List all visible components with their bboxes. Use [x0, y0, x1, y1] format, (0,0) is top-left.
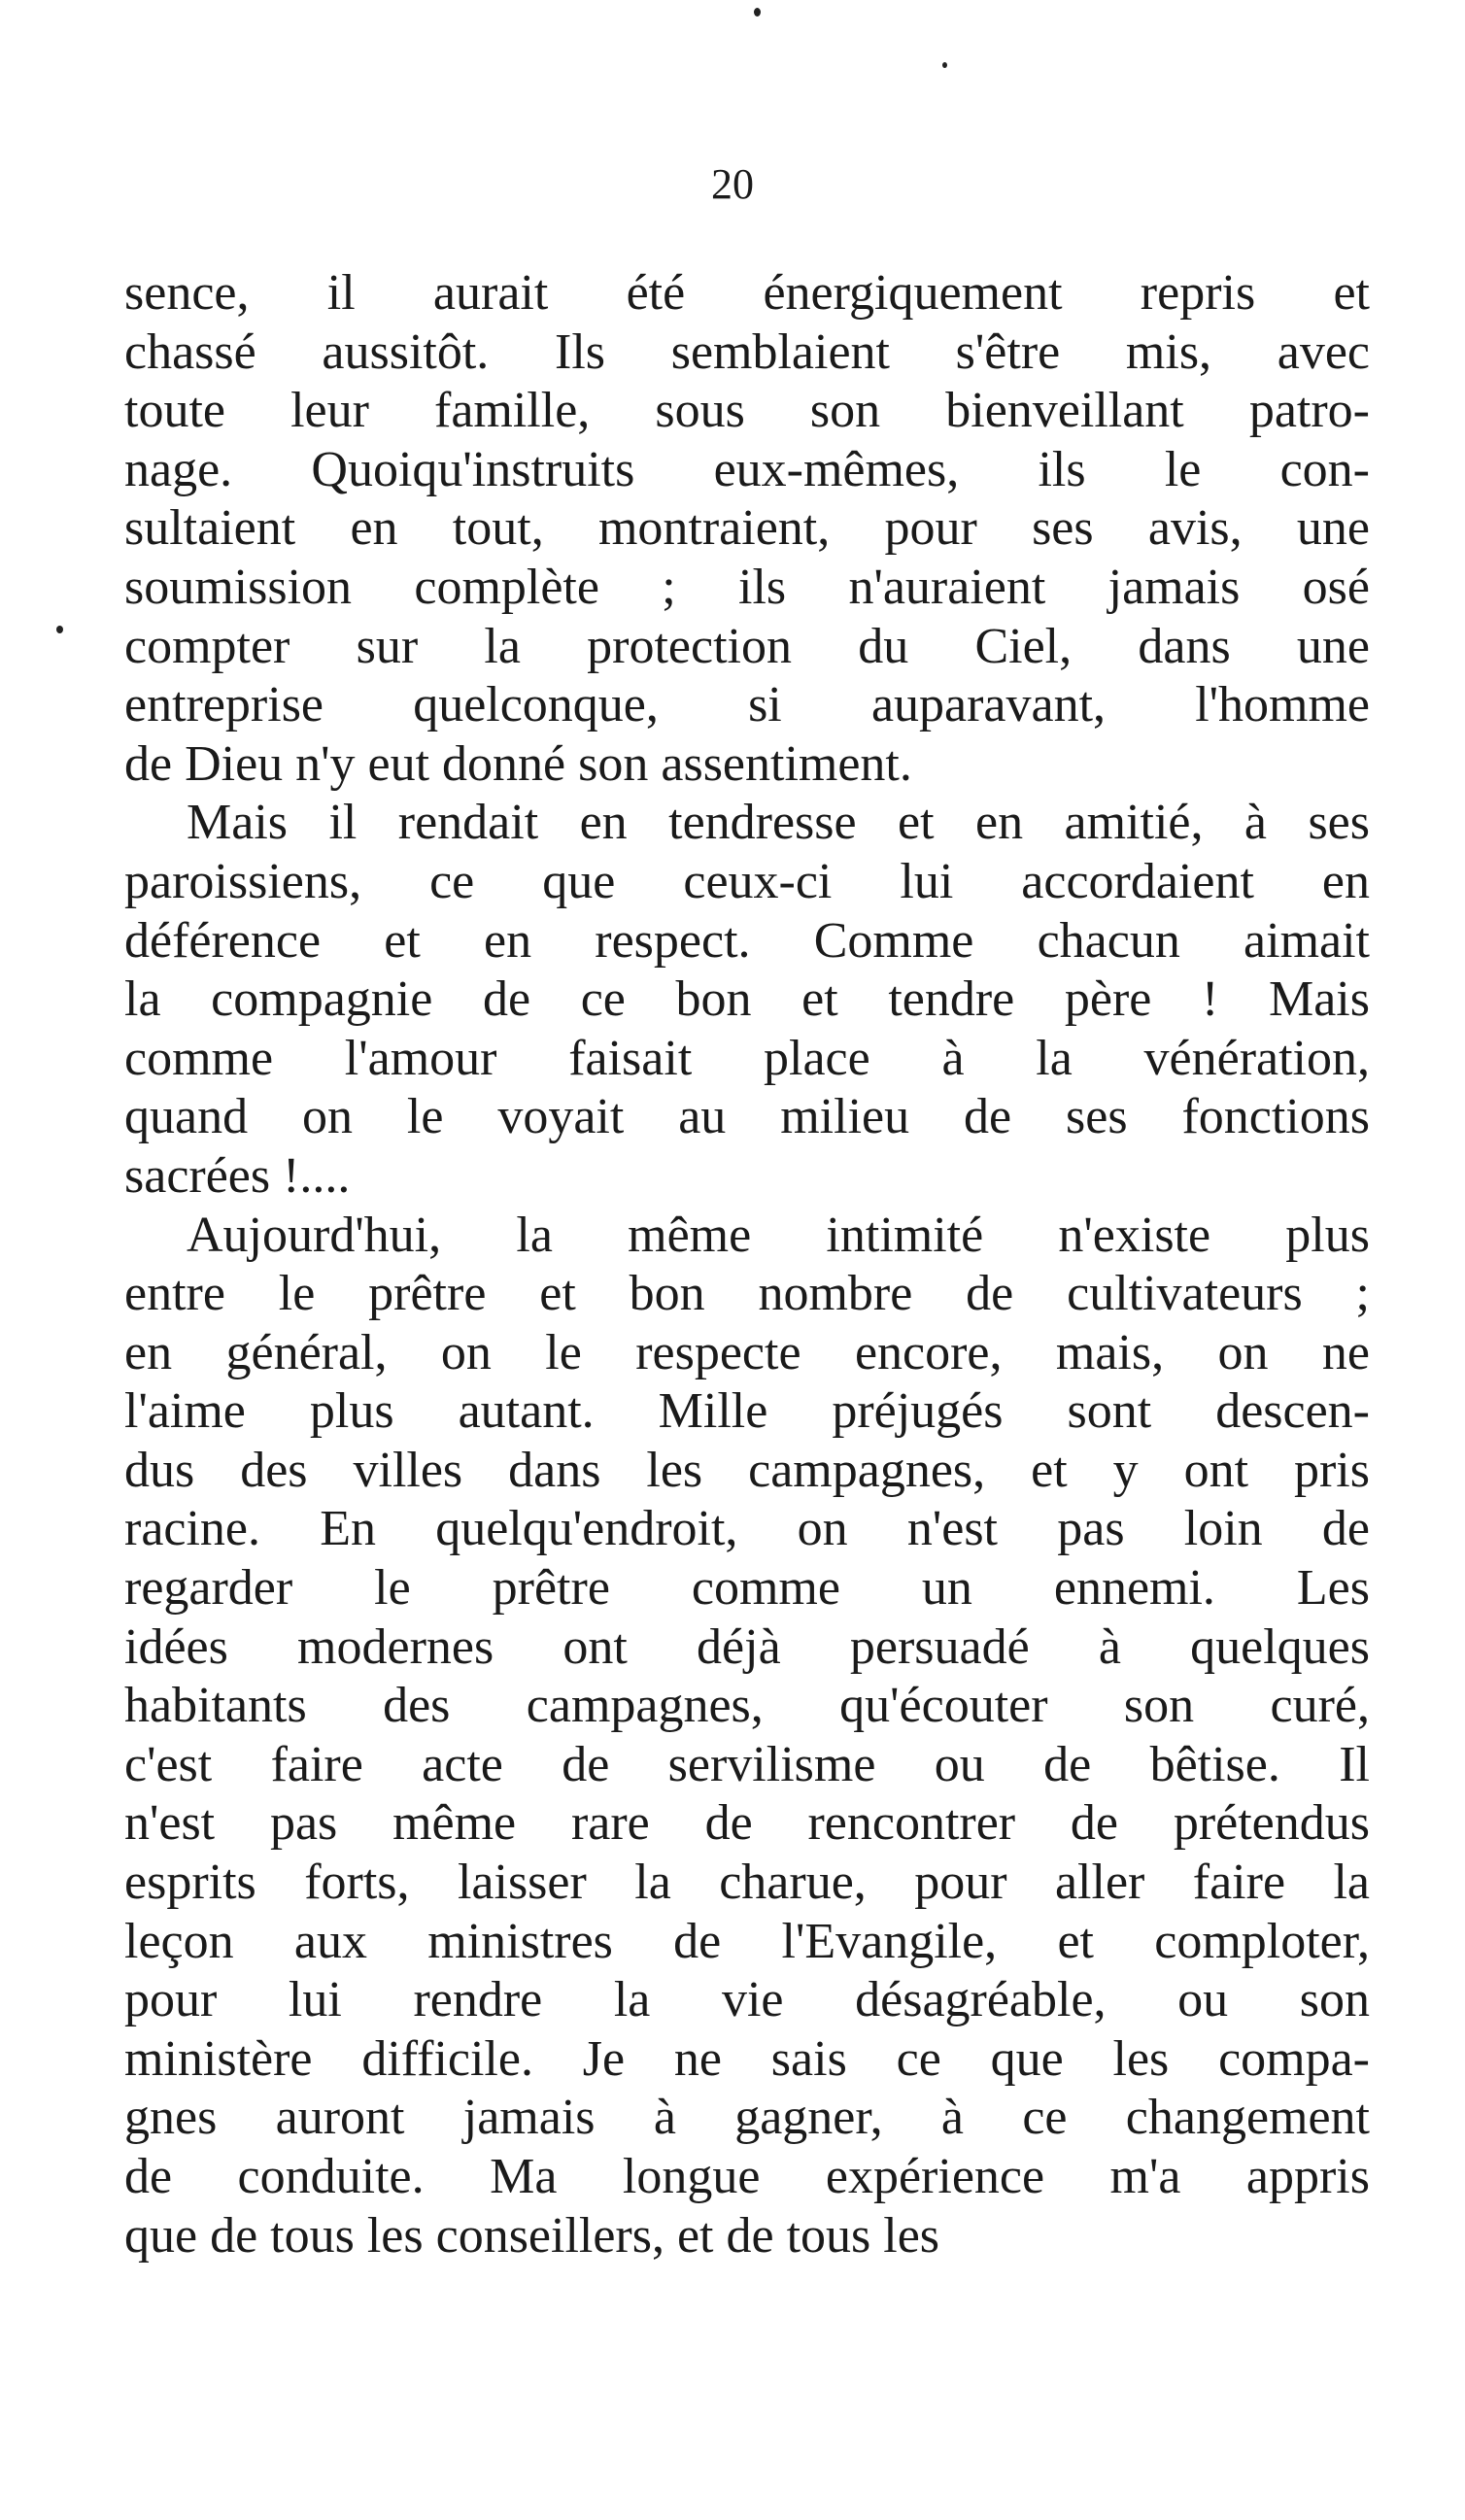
text-line: c'est faire acte de servilisme ou de bêtise. Il [124, 1736, 1370, 1792]
text-line: ministère difficile. Je ne sais ce que les compa- [124, 2030, 1370, 2087]
text-line: leçon aux ministres de l'Evangile, et comploter, [124, 1913, 1370, 1969]
text-line: habitants des campagnes, qu'écouter son curé, [124, 1678, 1370, 1734]
text-line: n'est pas même rare de rencontrer de prétendus [124, 1795, 1370, 1852]
text-line: l'aime plus autant. Mille préjugés sont descen- [124, 1383, 1370, 1440]
text-line: sence, il aurait été énergiquement repris et [124, 265, 1370, 321]
text-line: entreprise quelconque, si auparavant, l'homme [124, 677, 1370, 733]
print-speck [942, 62, 947, 68]
paragraph [124, 1207, 1370, 2266]
text-line: quand on le voyait au milieu de ses fonctions [124, 1089, 1370, 1145]
text-line: sacrées !.... [124, 1147, 351, 1204]
body-text [124, 264, 1370, 2265]
text-line: la compagnie de ce bon et tendre père ! Mais [124, 971, 1370, 1028]
text-line: comme l'amour faisait place à la vénération, [124, 1030, 1370, 1086]
text-line: entre le prêtre et bon nombre de cultivateurs ; [124, 1266, 1370, 1322]
text-line: racine. En quelqu'endroit, on n'est pas loin de [124, 1501, 1370, 1557]
text-line: regarder le prêtre comme un ennemi. Les [124, 1560, 1370, 1617]
text-line: pour lui rendre la vie désagréable, ou son [124, 1972, 1370, 2028]
print-speck [754, 8, 761, 17]
text-line: déférence et en respect. Comme chacun aimait [124, 912, 1370, 969]
text-line: de Dieu n'y eut donné son assentiment. [124, 735, 912, 792]
text-line: paroissiens, ce que ceux-ci lui accordaient en [124, 853, 1370, 909]
text-line: nage. Quoiqu'instruits eux-mêmes, ils le con- [124, 441, 1370, 497]
text-line: compter sur la protection du Ciel, dans une [124, 618, 1370, 674]
text-line: esprits forts, laisser la charue, pour aller faire la [124, 1855, 1370, 1911]
text-line: Mais il rendait en tendresse et en amitié, à ses [187, 795, 1370, 851]
page-number: 20 [711, 160, 754, 208]
paragraph [124, 264, 1370, 794]
text-line: que de tous les conseillers, et de tous les [124, 2207, 940, 2264]
text-line: sultaient en tout, montraient, pour ses avis, une [124, 500, 1370, 557]
text-line: dus des villes dans les campagnes, et y ont pris [124, 1442, 1370, 1498]
text-line: chassé aussitôt. Ils semblaient s'être mis, avec [124, 324, 1370, 380]
text-line: en général, on le respecte encore, mais, on ne [124, 1324, 1370, 1380]
text-line: de conduite. Ma longue expérience m'a appris [124, 2149, 1370, 2204]
text-line: gnes auront jamais à gagner, à ce changement [124, 2090, 1370, 2146]
text-line: soumission complète ; ils n'auraient jamais osé [124, 559, 1370, 615]
text-line: toute leur famille, sous son bienveillant patro- [124, 383, 1370, 439]
text-line: idées modernes ont déjà persuadé à quelques [124, 1618, 1370, 1675]
paragraph [124, 794, 1370, 1206]
print-speck [56, 626, 63, 633]
text-line: Aujourd'hui, la même intimité n'existe plus [187, 1207, 1370, 1263]
